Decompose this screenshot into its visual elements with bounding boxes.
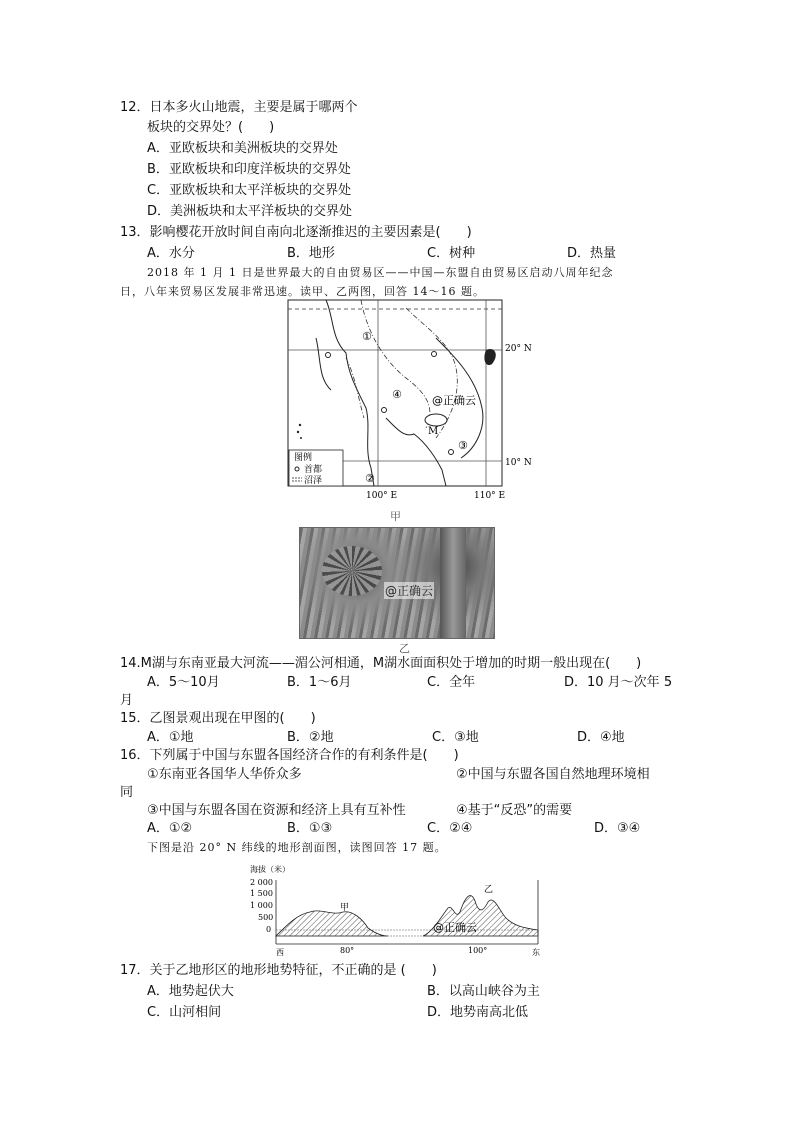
q17-option-c: C．山河相间: [147, 1005, 222, 1020]
profile-xtick-100: 100°: [468, 946, 488, 955]
q16-option-c: C．②④: [427, 821, 473, 836]
map-mark-4: ④: [392, 388, 402, 401]
q14-option-c: C．全年: [427, 675, 476, 690]
q12-stem-line1: 12．日本多火山地震，主要是属于哪两个: [120, 100, 358, 115]
q16-option-b: B．①③: [287, 821, 333, 836]
photo-watermark: @正确云: [385, 584, 434, 598]
q16-item1: ①东南亚各国华人华侨众多: [147, 767, 302, 782]
map-mark-m: M: [428, 426, 439, 437]
intro-line1: 2018 年 1 月 1 日是世界最大的自由贸易区——中国—东盟自由贸易区启动八周年纪念: [147, 266, 614, 279]
q12-option-c: C．亚欧板块和太平洋板块的交界处: [147, 183, 352, 198]
map-caption: 甲: [390, 510, 401, 523]
profile-ytick-1000: 1 000: [250, 901, 273, 910]
map-mark-3: ③: [458, 439, 468, 452]
lon-110-label: 110° E: [474, 491, 506, 501]
profile-ytick-0: 0: [266, 925, 272, 934]
profile-label-jia: 甲: [340, 903, 350, 913]
q14-option-d: D．10 月～次年 5: [564, 675, 673, 690]
capital-symbol-icon: [295, 467, 299, 471]
profile-ytick-1500: 1 500: [250, 889, 273, 898]
q14-stem: 14.M湖与东南亚最大河流——湄公河相通，M湖水面面积处于增加的时期一般出现在( ): [120, 656, 642, 671]
q12-option-a: A．亚欧板块和美洲板块的交界处: [147, 141, 338, 156]
q15-stem: 15．乙图景观出现在甲图的( ): [120, 711, 316, 726]
q15-option-a: A．①地: [147, 730, 194, 745]
profile-ytick-2000: 2 000: [250, 878, 273, 887]
q16-item3: ③中国与东盟各国在资源和经济上具有互补性: [147, 803, 406, 818]
q16-item2-wrap: 同: [120, 785, 134, 800]
q15-option-d: D．④地: [577, 730, 625, 745]
lat-20-label: 20° N: [505, 344, 532, 354]
q13-stem: 13．影响樱花开放时间自南向北逐渐推迟的主要因素是( ): [120, 225, 472, 240]
q17-stem: 17．关于乙地形区的地形地势特征，不正确的是 ( ): [120, 963, 437, 978]
rainforest-photo: [299, 527, 495, 639]
lon-100-label: 100° E: [366, 491, 398, 501]
profile-intro: 下图是沿 20° N 纬线的地形剖面图，读图回答 17 题。: [147, 841, 447, 854]
profile-xtick-80: 80°: [340, 946, 355, 955]
profile-label-yi: 乙: [484, 885, 494, 895]
q13-option-a: A．水分: [147, 246, 195, 261]
q16-item2: ②中国与东盟各国自然地理环境相: [456, 767, 650, 782]
q16-item4: ④基于“反恐”的需要: [456, 803, 573, 818]
q12-option-d: D．美洲板块和太平洋板块的交界处: [147, 204, 353, 219]
q16-option-d: D．③④: [594, 821, 641, 836]
profile-ytick-500: 500: [258, 913, 274, 922]
southeast-asia-map: [286, 298, 532, 508]
lat-10-label: 10° N: [505, 458, 532, 468]
photo-caption: 乙: [399, 642, 410, 655]
q15-option-b: B．②地: [287, 730, 334, 745]
q13-option-d: D．热量: [567, 246, 617, 261]
intro-line2: 日，八年来贸易区发展非常迅速。读甲、乙两图，回答 14～16 题。: [120, 285, 485, 298]
legend-swamp: 沼泽: [304, 476, 323, 486]
q14-option-a: A．5～10月: [147, 675, 220, 690]
q15-option-c: C．③地: [432, 730, 479, 745]
map-mark-1: ①: [362, 330, 372, 343]
terrain-profile-diagram: [248, 864, 548, 958]
profile-ylabel: 海拔（米）: [250, 865, 290, 874]
q17-option-a: A．地势起伏大: [147, 984, 234, 999]
q17-option-d: D．地势南高北低: [427, 1005, 529, 1020]
profile-xtick-east: 东: [532, 948, 540, 957]
q16-stem: 16．下列属于中国与东盟各国经济合作的有利条件是( ): [120, 748, 459, 763]
q13-option-c: C．树种: [427, 246, 476, 261]
profile-watermark: @正确云: [433, 921, 477, 934]
q12-stem-line2: 板块的交界处？( ): [147, 120, 275, 135]
q17-option-b: B．以高山峡谷为主: [427, 984, 540, 999]
legend-title: 图例: [294, 453, 313, 463]
q14-option-d-wrap: 月: [120, 693, 134, 708]
q14-option-b: B．1～6月: [287, 675, 352, 690]
legend-capital: 首都: [304, 465, 323, 475]
q16-option-a: A．①②: [147, 821, 193, 836]
map-mark-2: ②: [365, 472, 375, 485]
q12-option-b: B．亚欧板块和印度洋板块的交界处: [147, 162, 351, 177]
profile-terrain-west: [276, 911, 388, 936]
map-watermark: @正确云: [432, 394, 476, 407]
q13-option-b: B．地形: [287, 246, 335, 261]
tree-trunk-shape: [440, 528, 466, 638]
profile-xtick-west: 西: [276, 948, 284, 957]
fern-shape: [322, 546, 382, 596]
